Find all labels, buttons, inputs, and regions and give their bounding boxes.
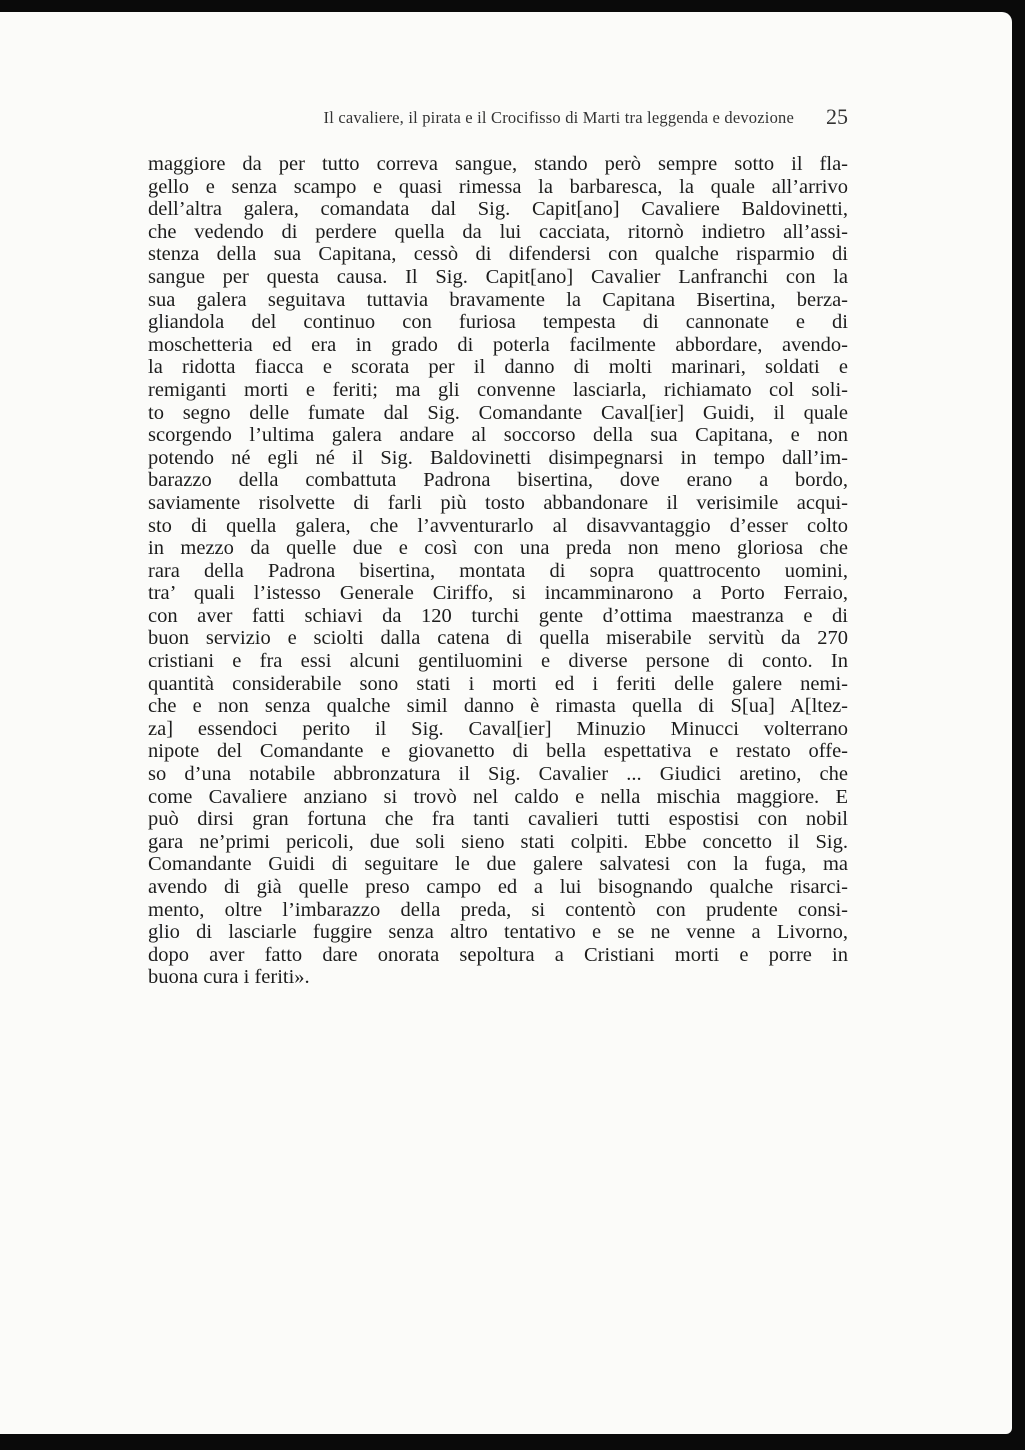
text-line: to segno delle fumate dal Sig. Comandante Caval[ier] Guidi, il quale: [148, 401, 848, 424]
text-line: cristiani e fra essi alcuni gentiluomini e diverse persone di conto. In: [148, 650, 848, 673]
text-line: maggiore da per tutto correva sangue, stando però sempre sotto il fla-: [148, 153, 848, 175]
text-line: la ridotta fiacca e scorata per il danno di molti marinari, soldati e: [148, 356, 848, 379]
text-line: moschetteria ed era in grado di poterla facilmente abbordare, avendo-: [148, 333, 848, 356]
text-line: saviamente risolvette di farli più tosto abbandonare il verisimile acqui-: [148, 491, 848, 514]
text-line: gello e senza scampo e quasi rimessa la barbaresca, la quale all’arrivo: [148, 175, 848, 198]
text-line: mento, oltre l’imbarazzo della preda, si contentò con prudente consi-: [148, 898, 848, 921]
text-line: come Cavaliere anziano si trovò nel caldo e nella mischia maggiore. E: [148, 785, 848, 808]
text-line: che vedendo di perdere quella da lui cacciata, ritornò indietro all’assi-: [148, 220, 848, 243]
text-line: dell’altra galera, comandata dal Sig. Capit[ano] Cavaliere Baldovinetti,: [148, 198, 848, 221]
body-text: [148, 153, 848, 989]
text-line: che e non senza qualche simil danno è rimasta quella di S[ua] A[ltez-: [148, 695, 848, 718]
running-title: Il cavaliere, il pirata e il Crocifisso di Marti tra leggenda e devozione: [323, 108, 794, 127]
text-line: avendo di già quelle preso campo ed a lui bisognando qualche risarci-: [148, 876, 848, 898]
text-line: remiganti morti e feriti; ma gli convenne lasciarla, richiamato col soli-: [148, 378, 848, 401]
running-header: [148, 104, 850, 134]
text-line: buon servizio e sciolti dalla catena di quella miserabile servitù da 270: [148, 627, 848, 650]
text-line: stenza della sua Capitana, cessò di difendersi con qualche risparmio di: [148, 243, 848, 266]
text-line: nipote del Comandante e giovanetto di bella espettativa e restato offe-: [148, 740, 848, 763]
text-line: quantità considerabile sono stati i morti ed i feriti delle galere nemi-: [148, 672, 848, 695]
text-line: può dirsi gran fortuna che fra tanti cavalieri tutti espostisi con nobil: [148, 808, 848, 831]
text-line: scorgendo l’ultima galera andare al soccorso della sua Capitana, e non: [148, 424, 848, 447]
text-line: za] essendoci perito il Sig. Caval[ier] Minuzio Minucci volterrano: [148, 717, 848, 740]
text-line: glio di lasciarle fuggire senza altro tentativo e se ne venne a Livorno,: [148, 921, 848, 944]
text-line: sto di quella galera, che l’avventurarlo al disavvantaggio d’esser colto: [148, 514, 848, 537]
text-line: so d’una notabile abbronzatura il Sig. Cavalier ... Giudici aretino, che: [148, 763, 848, 786]
text-line: in mezzo da quelle due e così con una preda non meno gloriosa che: [148, 537, 848, 560]
text-line: sangue per questa causa. Il Sig. Capit[ano] Cavalier Lanfranchi con la: [148, 265, 848, 288]
text-line: sua galera seguitava tuttavia bravamente la Capitana Bisertina, berza-: [148, 288, 848, 311]
text-line: con aver fatti schiavi da 120 turchi gente d’ottima maestranza e di: [148, 604, 848, 627]
text-line: tra’ quali l’istesso Generale Ciriffo, si incamminarono a Porto Ferraio,: [148, 582, 848, 605]
text-line: gliandola del continuo con furiosa tempesta di cannonate e di: [148, 311, 848, 334]
text-line: rara della Padrona bisertina, montata di sopra quattrocento uomini,: [148, 559, 848, 582]
text-line: buona cura i feriti».: [148, 966, 310, 989]
text-line: dopo aver fatto dare onorata sepoltura a Cristiani morti e porre in: [148, 943, 848, 966]
text-line: barazzo della combattuta Padrona bisertina, dove erano a bordo,: [148, 469, 848, 492]
text-line: potendo né egli né il Sig. Baldovinetti disimpegnarsi in tempo dall’im-: [148, 446, 848, 469]
text-line: Comandante Guidi di seguitare le due galere salvatesi con la fuga, ma: [148, 853, 848, 876]
page-number: 25: [826, 104, 848, 129]
text-line: gara ne’primi pericoli, due soli sieno stati colpiti. Ebbe concetto il Sig.: [148, 830, 848, 853]
